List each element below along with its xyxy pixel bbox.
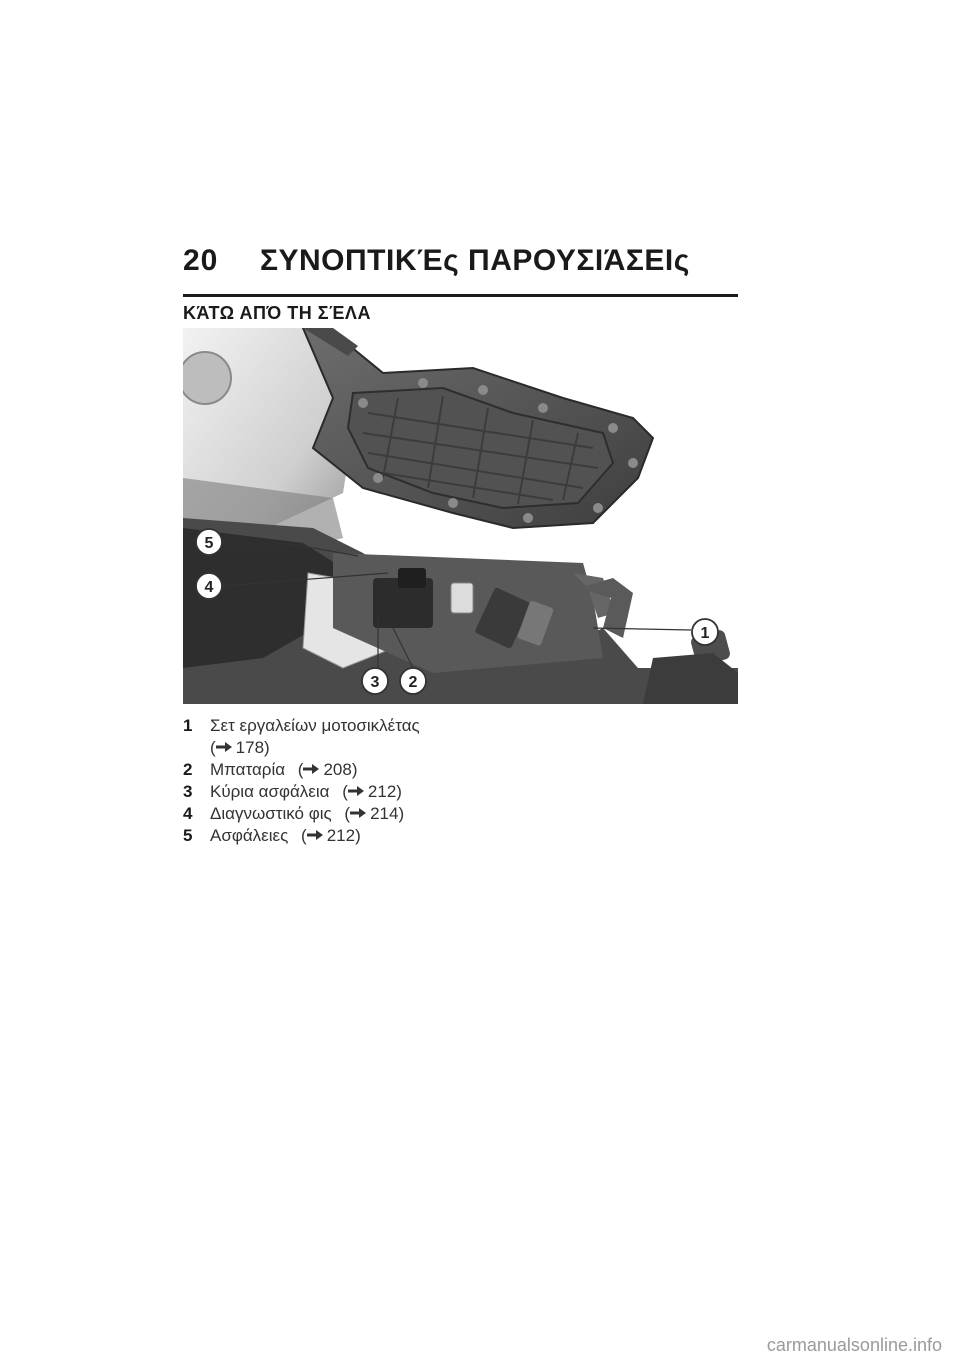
legend-number: 1 [183,716,193,735]
legend-label: Σετ εργαλείων μοτοσικλέτας [210,716,420,735]
motorcycle-under-seat-illustration [183,328,738,704]
legend-item-3 [183,781,738,803]
page-header [183,244,738,294]
legend-number: 4 [183,804,193,823]
legend-number: 3 [183,782,193,801]
ref-page: 208) [323,760,358,779]
callout-5 [196,529,222,555]
page-number: 20 [183,244,219,277]
legend-item-5 [183,825,738,847]
chapter-title: ΣΥΝΟΠΤΙΚΈς ΠΑΡΟΥΣΙΆΣΕΙς [260,244,690,277]
callout-number: 1 [700,625,710,642]
page-reference-link[interactable] [298,759,358,781]
legend-item-1 [183,715,738,759]
legend-label: Διαγνωστικό φις [210,804,332,823]
figure-artwork [183,328,738,704]
legend-item-2 [183,759,738,781]
page-reference-link[interactable] [301,825,361,847]
callout-4 [196,573,222,599]
ref-page: 214) [370,804,405,823]
arrow-right-icon [303,764,319,774]
site-watermark: carmanualsonline.info [766,1335,942,1355]
page-reference-link[interactable] [210,737,738,759]
page-reference-link[interactable] [344,803,404,825]
tank-emblem-icon [183,352,231,404]
ref-open-paren: ( [342,782,348,801]
section-title: ΚΆΤΩ ΑΠΌ ΤΗ ΣΈΛΑ [183,303,371,323]
callout-number: 2 [408,674,418,691]
page-reference-link[interactable] [342,781,402,803]
callout-number: 5 [204,535,214,552]
callout-number: 3 [370,674,380,691]
ref-open-paren: ( [344,804,351,823]
arrow-right-icon [348,786,364,796]
ref-open-paren: ( [210,738,216,757]
legend-label: Ασφάλειες [210,826,289,845]
arrow-right-icon [350,808,366,818]
legend-label: Κύρια ασφάλεια [210,782,330,801]
arrow-right-icon [307,830,323,840]
figure-legend [183,715,738,847]
ref-page: 212) [326,826,361,845]
header-divider [183,294,738,297]
ref-open-paren: ( [301,826,307,845]
legend-number: 5 [183,826,193,845]
callout-2 [400,668,426,694]
callout-1 [692,619,718,645]
arrow-right-icon [216,742,232,752]
ref-page: 212) [367,782,402,801]
ref-open-paren: ( [297,760,304,779]
callout-3 [362,668,388,694]
legend-number: 2 [183,760,193,779]
legend-item-4 [183,803,738,825]
callout-number: 4 [204,579,214,596]
legend-label: Μπαταρία [210,760,286,779]
ref-page: 178) [235,738,270,757]
